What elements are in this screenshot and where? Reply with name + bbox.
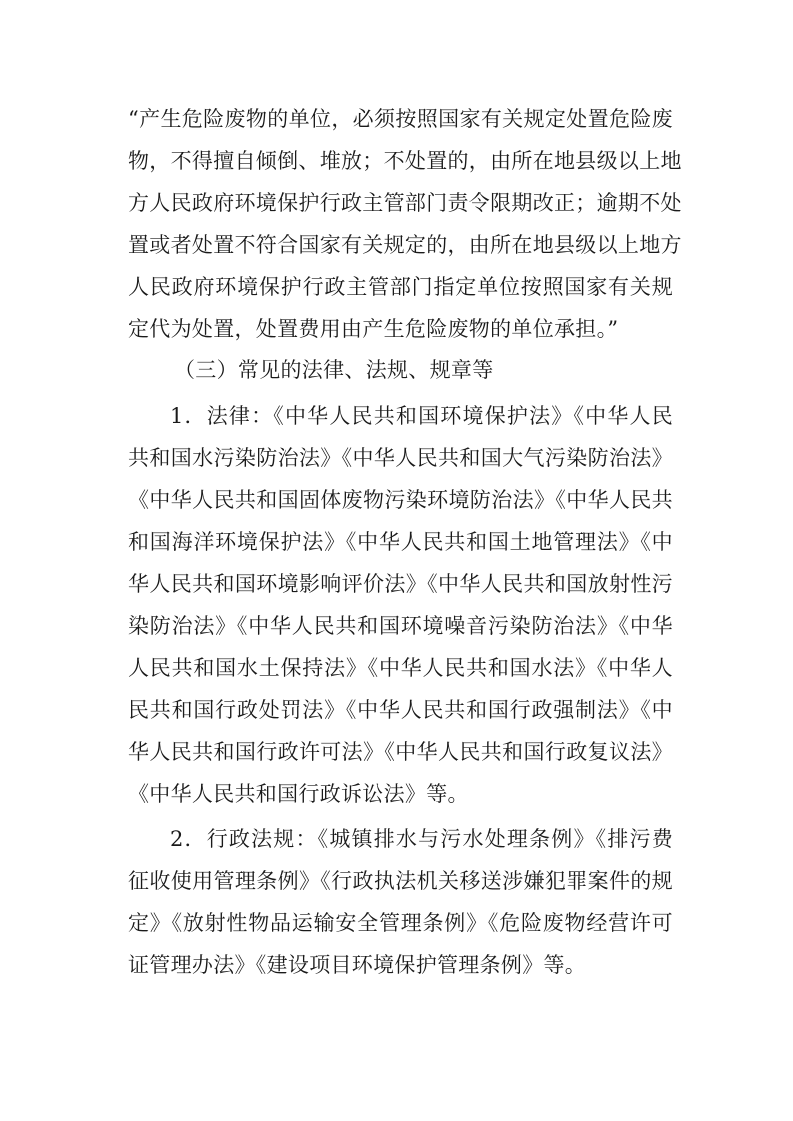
text-line: 和国海洋环境保护法》《中华人民共和国土地管理法》《中 — [128, 530, 673, 554]
text-line: 《中华人民共和国固体废物污染环境防治法》《中华人民共 — [128, 488, 673, 512]
text-line: 1．法律：《中华人民共和国环境保护法》《中华人民 — [170, 404, 673, 428]
text-line: 定代为处置，处置费用由产生危险废物的单位承担。” — [128, 317, 619, 341]
text-line: 华人民共和国环境影响评价法》《中华人民共和国放射性污 — [128, 572, 673, 596]
text-line: 人民共和国水土保持法》《中华人民共和国水法》《中华人 — [128, 656, 673, 680]
text-line: 民共和国行政处罚法》《中华人民共和国行政强制法》《中 — [128, 698, 673, 722]
text-line: 共和国水污染防治法》《中华人民共和国大气污染防治法》 — [128, 446, 673, 470]
text-line: 证管理办法》《建设项目环境保护管理条例》等。 — [128, 953, 587, 977]
text-line: 定》《放射性物品运输安全管理条例》《危险废物经营许可 — [128, 911, 673, 935]
section-heading: （三）常见的法律、法规、规章等 — [174, 358, 494, 382]
text-line: 方人民政府环境保护行政主管部门责令限期改正；逾期不处 — [128, 191, 682, 215]
text-line: 物，不得擅自倾倒、堆放；不处置的，由所在地县级以上地 — [128, 149, 682, 173]
text-line: 2．行政法规：《城镇排水与污水处理条例》《排污费 — [170, 827, 673, 851]
text-line: “产生危险废物的单位，必须按照国家有关规定处置危险废 — [128, 107, 673, 131]
text-line: 置或者处置不符合国家有关规定的，由所在地县级以上地方 — [128, 233, 682, 257]
text-line: 《中华人民共和国行政诉讼法》等。 — [128, 782, 469, 806]
text-line: 华人民共和国行政许可法》《中华人民共和国行政复议法》 — [128, 740, 673, 764]
text-line: 人民政府环境保护行政主管部门指定单位按照国家有关规 — [128, 275, 673, 299]
text-line: 征收使用管理条例》《行政执法机关移送涉嫌犯罪案件的规 — [128, 869, 673, 893]
text-line: 染防治法》《中华人民共和国环境噪音污染防治法》《中华 — [128, 614, 673, 638]
